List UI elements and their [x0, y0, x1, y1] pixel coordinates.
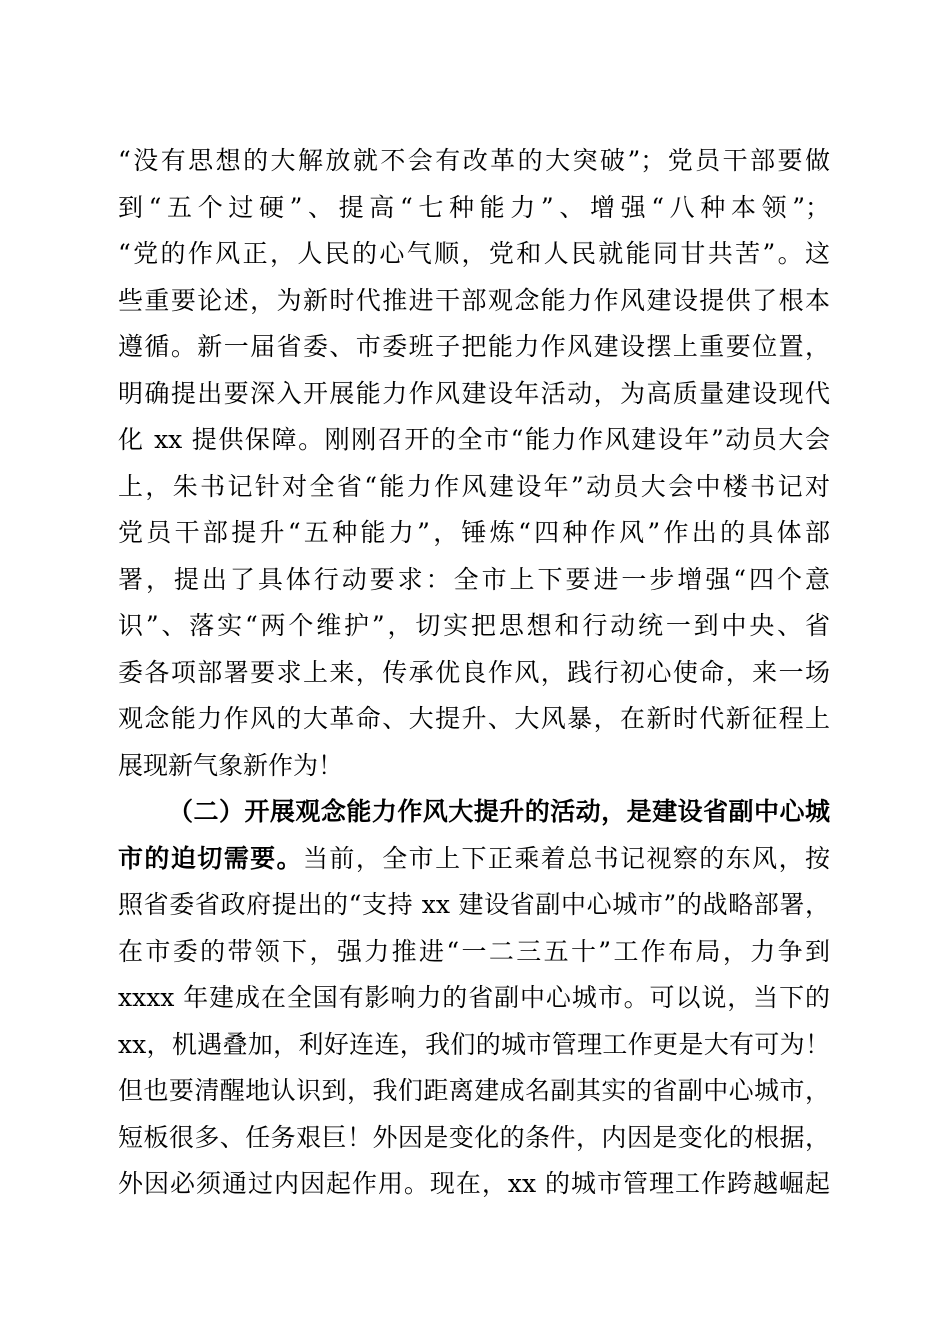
text-line: 照省委省政府提出的“支持 xx 建设省副中心城市”的战略部署，	[118, 890, 830, 919]
text-line: 展现新气象新作为！	[118, 750, 344, 780]
paragraph-2	[118, 789, 830, 1208]
text-line: 在市委的带领下，强力推进“一二三五十”工作布局，力争到	[118, 936, 830, 966]
text-line: 外因必须通过内因起作用。现在，xx 的城市管理工作跨越崛起	[118, 1169, 830, 1198]
text-line: 署，提出了具体行动要求：全市上下要进一步增强“四个意	[118, 564, 830, 594]
text-line: 明确提出要深入开展能力作风建设年活动，为高质量建设现代	[118, 378, 830, 408]
text-line: xxxx 年建成在全国有影响力的省副中心城市。可以说，当下的	[118, 983, 830, 1012]
paragraph-1	[118, 138, 830, 789]
text-line: 观念能力作风的大革命、大提升、大风暴，在新时代新征程上	[118, 704, 830, 733]
section-heading-line: （二）开展观念能力作风大提升的活动，是建设省副中心城	[168, 797, 830, 826]
text-line: 委各项部署要求上来，传承优良作风，践行初心使命，来一场	[118, 657, 830, 687]
text-line: “党的作风正，人民的心气顺，党和人民就能同甘共苦”。这	[118, 239, 830, 268]
document-body	[118, 138, 830, 1208]
text-line: “没有思想的大解放就不会有改革的大突破”；党员干部要做	[118, 146, 830, 175]
text-line	[118, 836, 830, 883]
text-line: 些重要论述，为新时代推进干部观念能力作风建设提供了根本	[118, 285, 830, 315]
text-line: 识”、落实“两个维护”，切实把思想和行动统一到中央、省	[118, 611, 830, 640]
text-line: 化 xx 提供保障。刚刚召开的全市“能力作风建设年”动员大会	[118, 425, 830, 454]
text-line: 遵循。新一届省委、市委班子把能力作风建设摆上重要位置，	[118, 332, 830, 361]
text-line: xx，机遇叠加，利好连连，我们的城市管理工作更是大有可为！	[118, 1029, 830, 1059]
text-line: 上，朱书记针对全省“能力作风建设年”动员大会中楼书记对	[118, 471, 830, 501]
text-line: 到“五个过硬”、提高“七种能力”、增强“八种本领”；	[118, 192, 830, 222]
text-line: 短板很多、任务艰巨！外因是变化的条件，内因是变化的根据，	[118, 1122, 830, 1152]
text-line: 但也要清醒地认识到，我们距离建成名副其实的省副中心城市，	[118, 1076, 830, 1105]
text-line: 党员干部提升“五种能力”，锤炼“四种作风”作出的具体部	[118, 518, 830, 547]
section-heading-end: 市的迫切需要。	[118, 843, 303, 873]
text-fragment: 当前，全市上下正乘着总书记视察的东风，按	[302, 843, 830, 873]
